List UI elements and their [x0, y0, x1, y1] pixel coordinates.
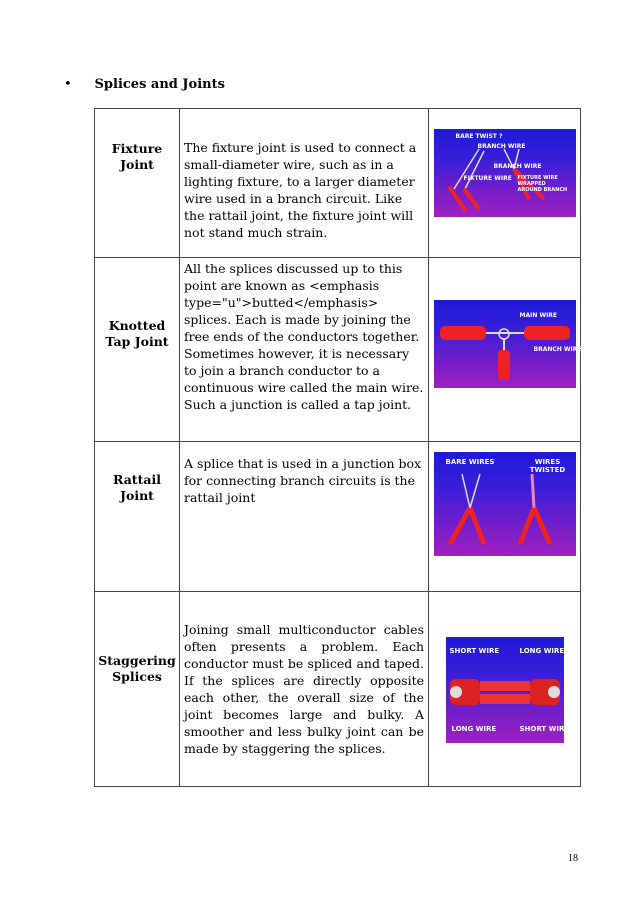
- figure-label: LONG WIRE: [451, 725, 497, 733]
- knotted-tap-joint-figure: [434, 300, 582, 388]
- joint-description-cell: [180, 258, 429, 442]
- figure-label: WIRES TWISTED: [529, 458, 566, 474]
- joint-name-line1: Rattail: [113, 472, 161, 487]
- fixture-joint-figure: [434, 129, 576, 217]
- joint-figure-cell: [429, 109, 581, 258]
- joint-name-line1: Fixture: [111, 141, 163, 156]
- joint-name-line2: Splices: [112, 669, 162, 684]
- joint-name-cell: [95, 442, 180, 592]
- joint-name-cell: [95, 258, 180, 442]
- joint-description: The fixture joint is used to connect a small-diameter wire, such as in a lighting fixture, to a larger diameter wire used in a branch circuit. Like the rattail joint, the fixture joint will not stand much strain.: [184, 140, 417, 240]
- figure-label: BRANCH WIRE: [477, 143, 526, 150]
- joint-description-cell: [180, 109, 429, 258]
- figure-label: FIXTURE WIRE WRAPPED AROUND BRANCH: [517, 175, 568, 193]
- joint-description: All the splices discussed up to this point are known as <emphasis type="u">butted</emphasis> splices. Each is made by joining the free ends of the conductors together. Sometimes however, it is necessary to join a branch conductor to a continuous wire called the main wire. Such a junction is called a tap joint.: [184, 261, 424, 412]
- joint-figure-cell: [429, 442, 581, 592]
- table-row: [95, 258, 581, 442]
- section-heading: [64, 77, 225, 92]
- table-row: [95, 592, 581, 787]
- joint-name-line2: Joint: [120, 157, 154, 172]
- joint-figure-cell: [429, 258, 581, 442]
- figure-label: SHORT WIRE: [519, 725, 570, 733]
- joint-name-cell: [95, 109, 180, 258]
- joint-description: A splice that is used in a junction box for connecting branch circuits is the rattail joint: [184, 456, 422, 505]
- joint-description-cell: [180, 592, 429, 787]
- joint-name-line1: Knotted: [108, 318, 166, 333]
- joint-name-line2: Tap Joint: [105, 334, 169, 349]
- page-number: 18: [568, 853, 578, 864]
- section-title: Splices and Joints: [94, 77, 225, 92]
- figure-label: FIXTURE WIRE: [463, 175, 512, 182]
- bullet-icon: •: [64, 77, 72, 92]
- staggering-splices-figure: [446, 637, 570, 743]
- joint-figure-cell: [429, 592, 581, 787]
- figure-label: BARE TWIST ?: [455, 133, 503, 140]
- joint-name-line2: Joint: [120, 488, 154, 503]
- table-row: [95, 109, 581, 258]
- joint-description: Joining small multiconductor cables often presents a problem. Each conductor must be spliced and taped. If the splices are directly opposite each other, the overall size of the joint becomes large and bulky. A smoother and less bulky joint can be made by staggering the splices.: [184, 622, 424, 756]
- figure-label: MAIN WIRE: [519, 312, 558, 319]
- figure-label: LONG WIRE: [519, 647, 565, 655]
- joint-description-cell: [180, 442, 429, 592]
- figure-label: SHORT WIRE: [449, 647, 500, 655]
- figure-label: BRANCH WIRE: [493, 163, 542, 170]
- splices-table: [94, 108, 581, 787]
- figure-label: BARE WIRES: [445, 458, 495, 466]
- rattail-joint-figure: [434, 452, 576, 556]
- joint-name-line1: Staggering: [98, 653, 176, 668]
- table-row: [95, 442, 581, 592]
- figure-label: BRANCH WIRE: [533, 346, 582, 353]
- joint-name-cell: [95, 592, 180, 787]
